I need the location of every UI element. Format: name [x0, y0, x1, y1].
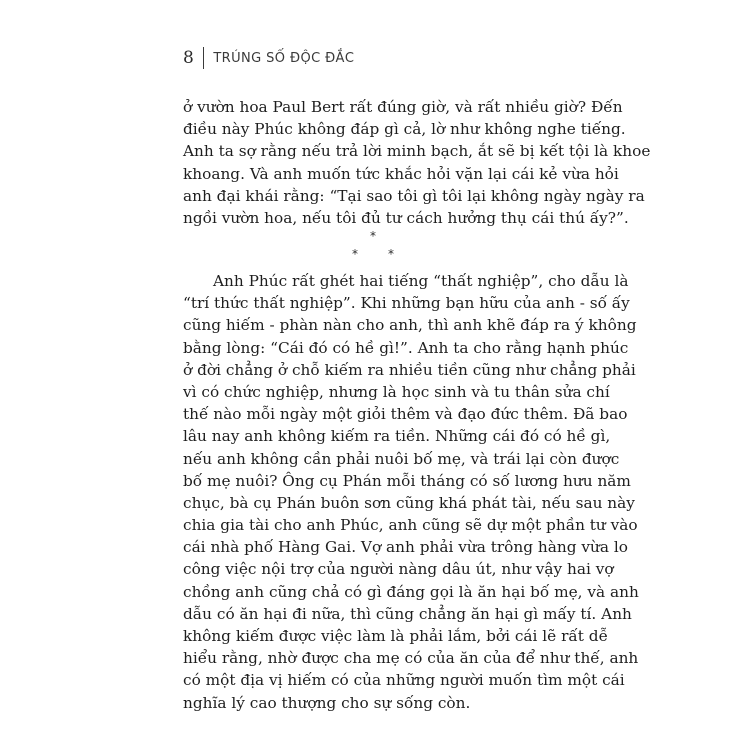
- text-line: nghĩa lý cao thượng cho sự sống còn.: [183, 693, 471, 712]
- running-head: [183, 46, 354, 70]
- separator-star: *: [388, 247, 394, 261]
- header-divider: [203, 47, 205, 69]
- text-line: hiểu rằng, nhờ được cha mẹ có của ăn của để như thế, anh: [183, 649, 639, 668]
- text-line: bố mẹ nuôi? Ông cụ Phán mỗi tháng có số lương hưu năm: [183, 471, 631, 490]
- paragraph-continued: [183, 96, 651, 229]
- text-line: cũng hiếm - phàn nàn cho anh, thì anh khẽ đáp ra ý không: [183, 316, 637, 335]
- text-line: thế nào mỗi ngày một giỏi thêm và đạo đức thêm. Đã bao: [183, 405, 628, 424]
- text-line: có một địa vị hiếm có của những người muốn tìm một cái: [183, 671, 625, 690]
- text-line: dẫu có ăn hại đi nữa, thì cũng chẳng ăn hại gì mấy tí. Anh: [183, 604, 632, 623]
- separator-star: *: [352, 247, 358, 261]
- text-line: anh đại khái rằng: “Tại sao tôi gì tôi lại không ngày ngày ra: [183, 186, 645, 205]
- text-line: khoang. Và anh muốn tức khắc hỏi vặn lại cái kẻ vừa hỏi: [183, 164, 619, 183]
- text-line: bằng lòng: “Cái đó có hề gì!”. Anh ta cho rằng hạnh phúc: [183, 338, 629, 357]
- text-line: Anh ta sợ rằng nếu trả lời minh bạch, ắt sẽ bị kết tội là khoe: [183, 142, 651, 161]
- text-line: điều này Phúc không đáp gì cả, lờ như không nghe tiếng.: [183, 120, 626, 139]
- text-line: Anh Phúc rất ghét hai tiếng “thất nghiệp”, cho dẫu là: [213, 272, 629, 290]
- book-title: TRÚNG SỐ ĐỘC ĐẮC: [213, 50, 355, 66]
- text-line: chục, bà cụ Phán buôn sơn cũng khá phát tài, nếu sau này: [183, 493, 635, 512]
- text-line: cái nhà phố Hàng Gai. Vợ anh phải vừa trông hàng vừa lo: [183, 538, 628, 557]
- text-line: chồng anh cũng chả có gì đáng gọi là ăn hại bố mẹ, và anh: [183, 582, 639, 601]
- paragraph-body: [183, 270, 639, 714]
- text-line: vì có chức nghiệp, nhưng là học sinh và tu thân sửa chí: [183, 382, 610, 401]
- text-line: không kiếm được việc làm là phải lắm, bởi cái lẽ rất dễ: [183, 627, 608, 645]
- text-line: lâu nay anh không kiếm ra tiền. Những cái đó có hề gì,: [183, 427, 611, 446]
- text-line: ở vườn hoa Paul Bert rất đúng giờ, và rất nhiều giờ? Đến: [183, 98, 623, 116]
- text-line: chia gia tài cho anh Phúc, anh cũng sẽ dự một phần tư vào: [183, 516, 638, 535]
- text-line: công việc nội trợ của người nàng dâu út, như vậy hai vợ: [183, 560, 614, 579]
- page-number: 8: [183, 48, 194, 68]
- text-line: nếu anh không cần phải nuôi bố mẹ, và trái lại còn được: [183, 449, 620, 468]
- separator-star: *: [370, 229, 376, 243]
- text-line: ngồi vườn hoa, nếu tôi đủ tư cách hưởng thụ cái thú ấy?”.: [183, 208, 629, 227]
- text-line: “trí thức thất nghiệp”. Khi những bạn hữu của anh - số ấy: [183, 294, 630, 313]
- text-line: ở đời chẳng ở chỗ kiếm ra nhiều tiền cũng như chẳng phải: [183, 360, 636, 379]
